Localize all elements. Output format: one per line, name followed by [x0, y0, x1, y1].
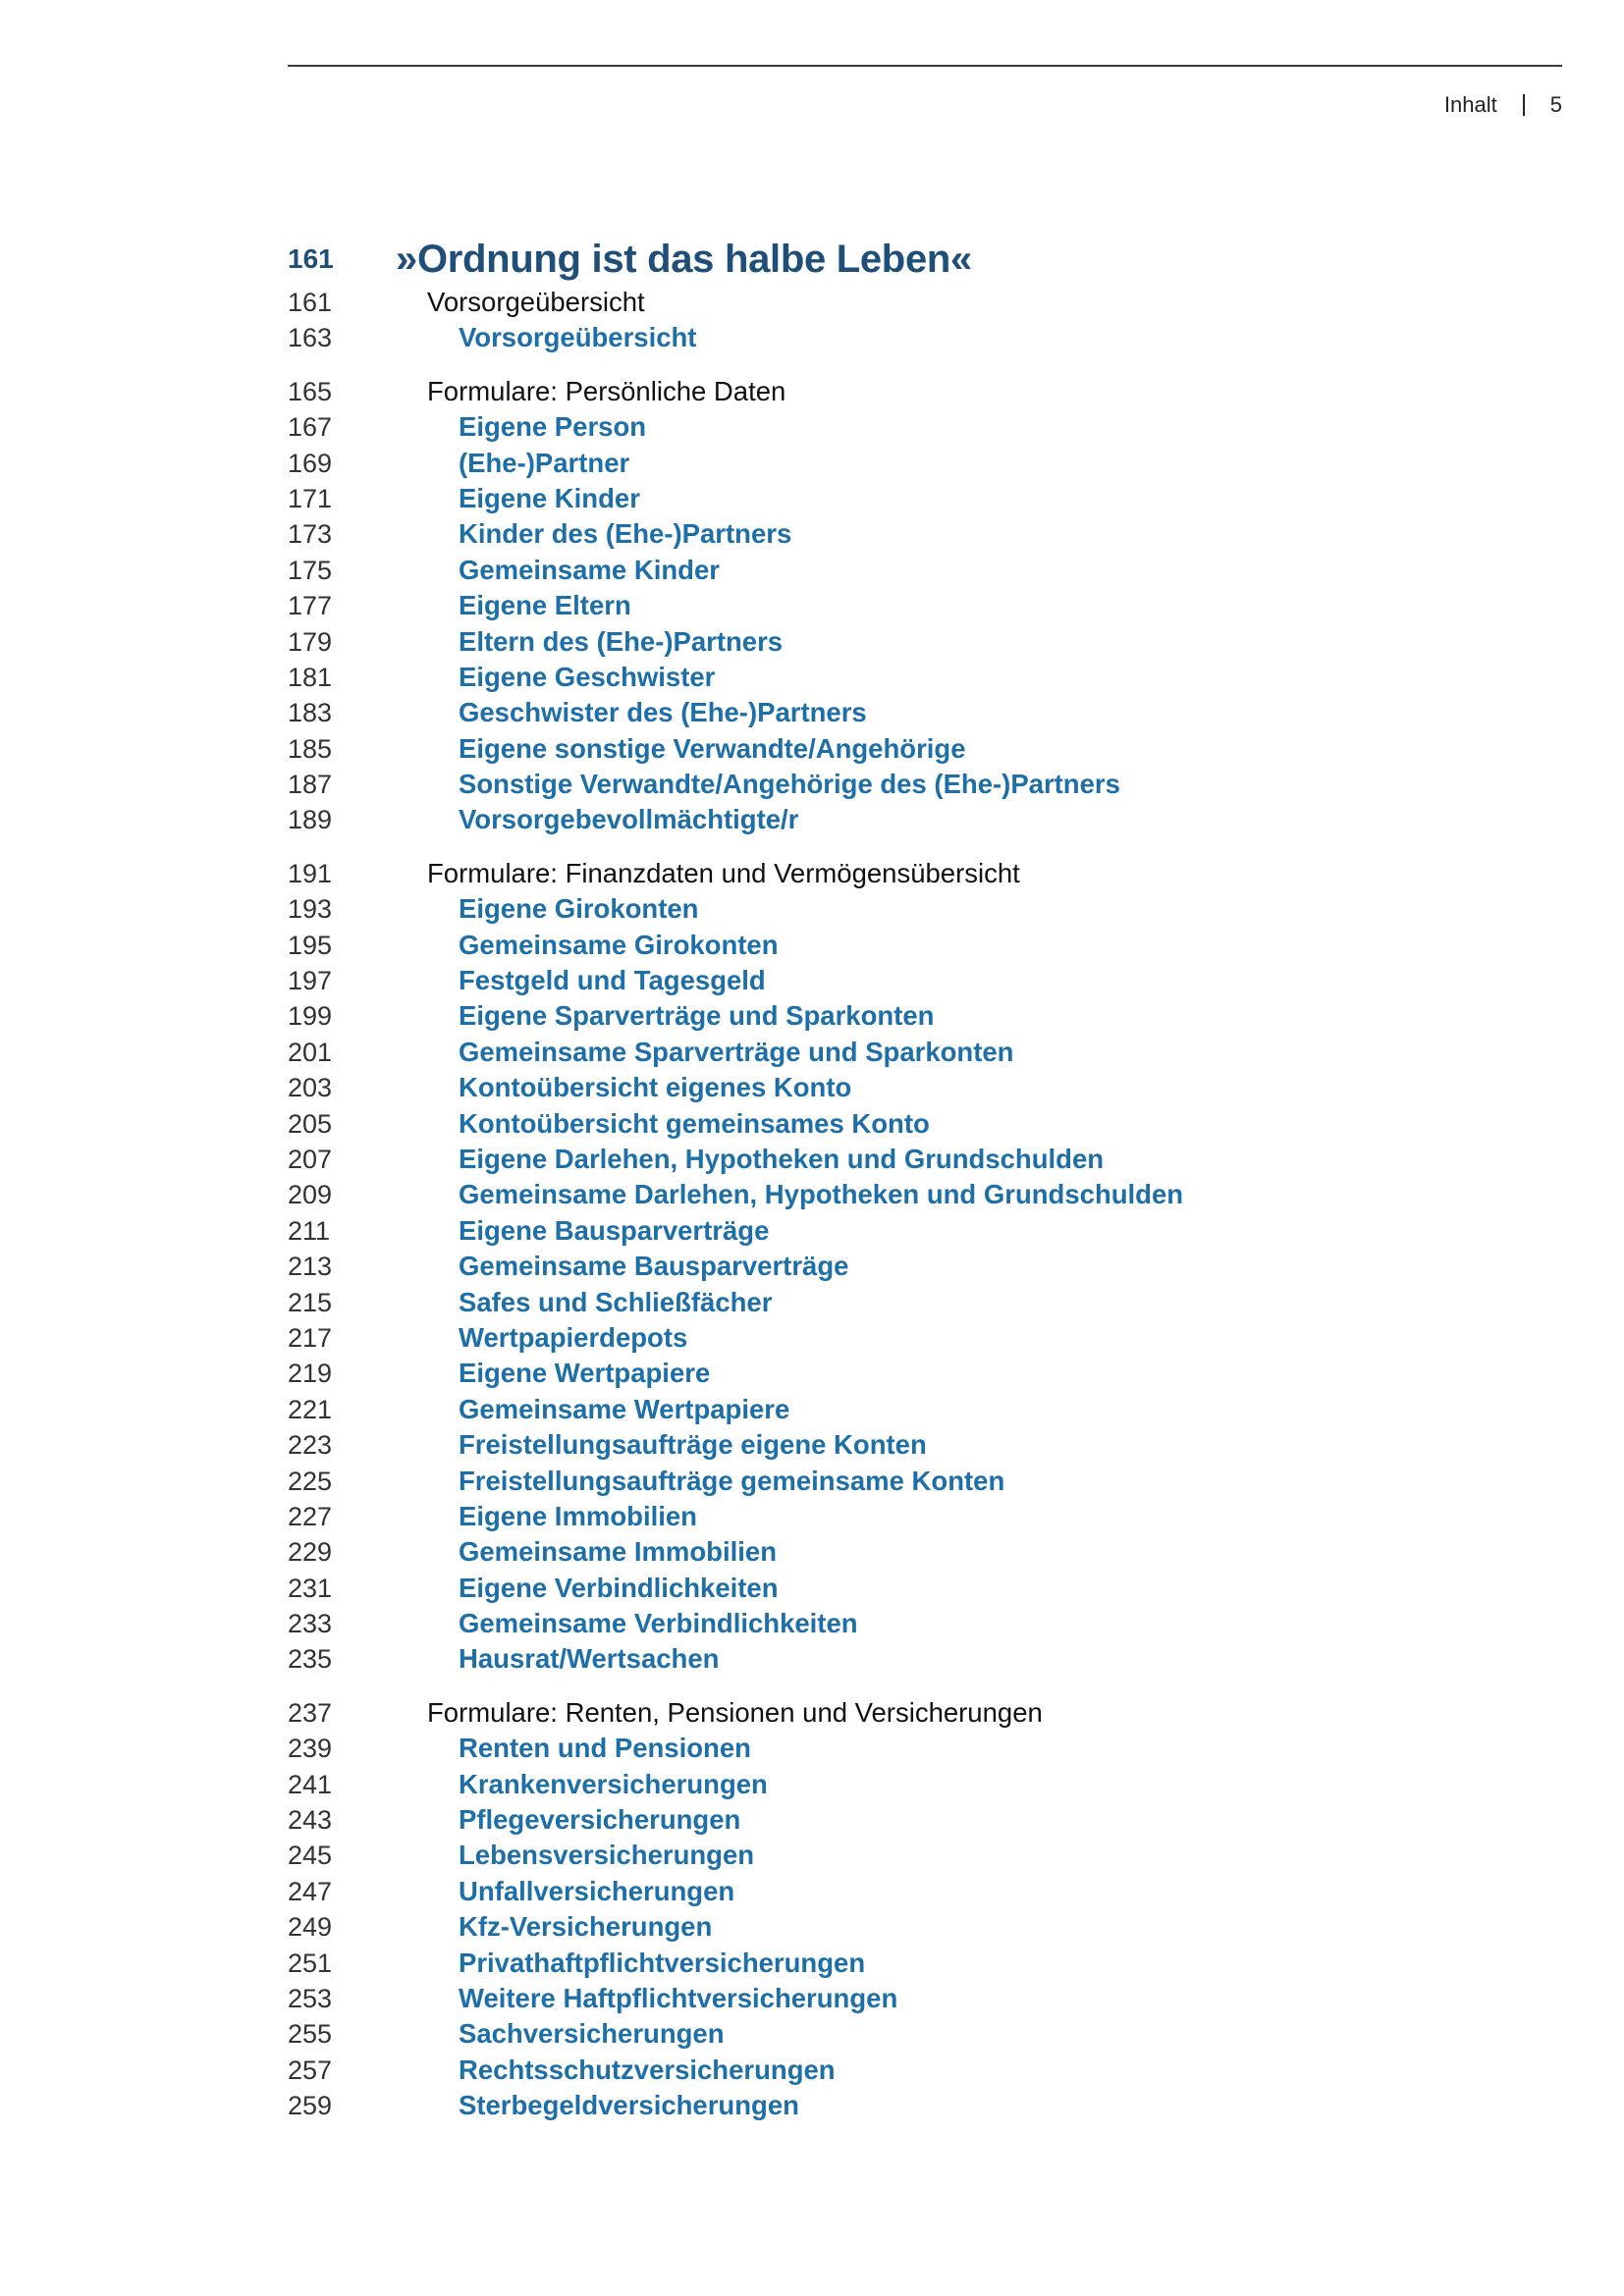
toc-entry-title: Eigene Darlehen, Hypotheken und Grundschulden	[459, 1143, 1105, 1174]
toc-entry-title: Gemeinsame Kinder	[459, 554, 720, 585]
toc-entry[interactable]	[288, 731, 1562, 767]
toc-entry-page: 221	[288, 1394, 333, 1424]
toc-entry-page: 203	[288, 1073, 333, 1103]
toc-entry-page: 253	[288, 1983, 333, 2013]
toc-entry-title: Lebensversicherungen	[459, 1840, 755, 1871]
toc-entry-title: Eigene Wertpapiere	[459, 1358, 711, 1389]
toc-section-title: Formulare: Finanzdaten und Vermögensübersicht	[427, 857, 1020, 888]
toc-entry[interactable]	[288, 802, 1562, 837]
toc-entry[interactable]	[288, 1909, 1562, 1945]
toc-entry[interactable]	[288, 1641, 1562, 1677]
toc-entry-title: Geschwister des (Ehe-)Partners	[459, 697, 867, 728]
toc-entry-page: 245	[288, 1841, 333, 1871]
toc-entry-page: 193	[288, 894, 333, 925]
toc-entry[interactable]	[288, 2053, 1562, 2088]
toc-entry-title: Vorsorgeübersicht	[459, 322, 697, 353]
toc-entry-title: Sonstige Verwandte/Angehörige des (Ehe-)Partners	[459, 769, 1120, 800]
toc-entry[interactable]	[288, 1249, 1562, 1284]
toc-entry-title: Kontoübersicht eigenes Konto	[459, 1072, 852, 1103]
toc-section-page: 237	[288, 1697, 333, 1728]
toc-entry[interactable]	[288, 1606, 1562, 1641]
toc-entry-page: 231	[288, 1573, 333, 1603]
toc-entry[interactable]	[288, 998, 1562, 1034]
toc-entry[interactable]	[288, 1427, 1562, 1463]
toc-entry[interactable]	[288, 891, 1562, 927]
toc-entry[interactable]	[288, 409, 1562, 445]
toc-entry-title: Eigene Kinder	[459, 482, 640, 513]
toc-chapter-title: »Ordnung ist das halbe Leben«	[396, 238, 972, 281]
toc-entry[interactable]	[288, 624, 1562, 660]
toc-entry-page: 195	[288, 930, 333, 960]
toc-entry-page: 215	[288, 1287, 333, 1317]
running-head-separator	[1523, 94, 1525, 116]
toc-entry-title: Eigene Person	[459, 411, 647, 443]
toc-section-page: 165	[288, 376, 333, 406]
toc-entry-title: Freistellungsaufträge gemeinsame Konten	[459, 1465, 1005, 1496]
running-head-section: Inhalt	[1443, 92, 1497, 117]
toc-entry-page: 247	[288, 1876, 333, 1906]
toc-section[interactable]	[288, 374, 1562, 409]
toc-entry-page: 257	[288, 2055, 333, 2085]
toc-entry-title: Weitere Haftpflichtversicherungen	[459, 1982, 898, 2013]
toc-entry-title: Eigene Bausparverträge	[459, 1214, 770, 1246]
toc-entry-page: 217	[288, 1322, 333, 1353]
toc-entry-page: 163	[288, 323, 333, 353]
toc-entry[interactable]	[288, 320, 1562, 355]
toc-entry-title: Eigene Sparverträge und Sparkonten	[459, 1000, 935, 1032]
toc-entry[interactable]	[288, 481, 1562, 516]
toc-entry-page: 173	[288, 519, 333, 550]
toc-entry-page: 241	[288, 1769, 333, 1799]
toc-entry-title: Gemeinsame Bausparverträge	[459, 1251, 849, 1282]
toc-entry[interactable]	[288, 1946, 1562, 1981]
toc-entry-title: Hausrat/Wertsachen	[459, 1643, 720, 1675]
toc-entry[interactable]	[288, 1534, 1562, 1570]
toc-section-page: 191	[288, 858, 333, 888]
toc-section[interactable]	[288, 856, 1562, 891]
toc-entry[interactable]	[288, 1035, 1562, 1070]
running-head	[1444, 92, 1562, 118]
toc-entry-page: 255	[288, 2019, 333, 2050]
toc-entry-title: Wertpapierdepots	[459, 1321, 688, 1353]
toc-entry-title: Privathaftpflichtversicherungen	[459, 1947, 866, 1978]
toc-entry[interactable]	[288, 695, 1562, 730]
toc-entry-page: 249	[288, 1912, 333, 1943]
toc-entry-page: 251	[288, 1948, 333, 1978]
toc-entry-page: 209	[288, 1180, 333, 1210]
toc-entry-page: 187	[288, 770, 333, 800]
toc-entry-title: Eigene Geschwister	[459, 661, 716, 692]
toc-entry[interactable]	[288, 1213, 1562, 1249]
toc-entry-page: 223	[288, 1430, 333, 1461]
toc-entry-title: Kfz-Versicherungen	[459, 1911, 713, 1943]
toc-entry[interactable]	[288, 660, 1562, 695]
toc-entry[interactable]	[288, 588, 1562, 623]
toc-entry[interactable]	[288, 1142, 1562, 1177]
toc-entry-title: Gemeinsame Girokonten	[459, 929, 779, 960]
toc-entry-title: Freistellungsaufträge eigene Konten	[459, 1429, 927, 1461]
toc-entry-page: 259	[288, 2091, 333, 2121]
toc-section-title: Vorsorgeübersicht	[427, 287, 645, 317]
toc-entry-title: Safes und Schließfächer	[459, 1286, 773, 1317]
toc-entry[interactable]	[288, 1767, 1562, 1802]
toc-entry[interactable]	[288, 1874, 1562, 1909]
toc-entry[interactable]	[288, 516, 1562, 552]
toc-entry-page: 171	[288, 483, 333, 513]
toc-entry[interactable]	[288, 1285, 1562, 1320]
toc-entry-title: Vorsorgebevollmächtigte/r	[459, 804, 799, 835]
table-of-contents	[288, 234, 1562, 2124]
toc-entry-title: Krankenversicherungen	[459, 1768, 768, 1799]
toc-entry-title: Eigene Immobilien	[459, 1500, 697, 1531]
toc-entry-page: 167	[288, 412, 333, 443]
toc-entry-title: Gemeinsame Verbindlichkeiten	[459, 1608, 858, 1639]
toc-entry-page: 189	[288, 805, 333, 835]
toc-entry-title: Gemeinsame Sparverträge und Sparkonten	[459, 1036, 1014, 1067]
toc-entry[interactable]	[288, 1106, 1562, 1142]
toc-entry[interactable]	[288, 2088, 1562, 2123]
toc-entry[interactable]	[288, 1838, 1562, 1873]
toc-entry-title: Pflegeversicherungen	[459, 1804, 741, 1836]
toc-entry-page: 205	[288, 1108, 333, 1139]
toc-entry-title: Kontoübersicht gemeinsames Konto	[459, 1107, 930, 1139]
toc-entry-title: Gemeinsame Wertpapiere	[459, 1393, 790, 1424]
toc-entry-title: Sachversicherungen	[459, 2018, 725, 2050]
toc-entry-page: 175	[288, 555, 333, 585]
toc-section[interactable]	[288, 285, 1562, 320]
toc-entry[interactable]	[288, 2016, 1562, 2052]
toc-entry-title: Eigene Eltern	[459, 590, 631, 621]
toc-entry-page: 235	[288, 1644, 333, 1675]
toc-entry[interactable]	[288, 767, 1562, 802]
toc-entry[interactable]	[288, 1981, 1562, 2016]
toc-entry-title: Eigene sonstige Verwandte/Angehörige	[459, 732, 966, 764]
toc-entry[interactable]	[288, 1070, 1562, 1105]
toc-entry-page: 233	[288, 1609, 333, 1639]
toc-entry-page: 213	[288, 1252, 333, 1282]
toc-chapter[interactable]	[288, 234, 1562, 285]
toc-entry-page: 239	[288, 1734, 333, 1764]
toc-entry-title: Rechtsschutzversicherungen	[459, 2054, 836, 2085]
toc-entry-page: 169	[288, 448, 333, 478]
toc-chapter-page: 161	[288, 243, 334, 274]
toc-entry-page: 197	[288, 966, 333, 996]
toc-entry[interactable]	[288, 1392, 1562, 1427]
toc-entry-title: (Ehe-)Partner	[459, 447, 630, 478]
toc-entry[interactable]	[288, 963, 1562, 998]
toc-section-page: 161	[288, 288, 333, 317]
toc-entry-page: 185	[288, 733, 333, 764]
toc-entry[interactable]	[288, 553, 1562, 588]
toc-entry[interactable]	[288, 1177, 1562, 1212]
toc-entry-title: Eltern des (Ehe-)Partners	[459, 625, 784, 657]
toc-entry[interactable]	[288, 1802, 1562, 1838]
toc-entry-page: 227	[288, 1501, 333, 1531]
toc-entry-page: 181	[288, 662, 333, 692]
toc-entry-page: 179	[288, 626, 333, 657]
toc-entry-page: 219	[288, 1359, 333, 1389]
toc-entry-page: 201	[288, 1037, 333, 1067]
toc-entry-title: Eigene Verbindlichkeiten	[459, 1572, 779, 1603]
header-rule	[288, 65, 1562, 67]
toc-entry-title: Festgeld und Tagesgeld	[459, 965, 766, 996]
toc-entry[interactable]	[288, 1731, 1562, 1766]
toc-entry-title: Gemeinsame Darlehen, Hypotheken und Grundschulden	[459, 1179, 1184, 1210]
toc-entry-page: 243	[288, 1805, 333, 1836]
toc-entry[interactable]	[288, 1499, 1562, 1534]
toc-entry-page: 225	[288, 1466, 333, 1496]
toc-entry-title: Kinder des (Ehe-)Partners	[459, 518, 792, 550]
toc-section[interactable]	[288, 1695, 1562, 1731]
toc-section-title: Formulare: Renten, Pensionen und Versicherungen	[427, 1696, 1043, 1728]
toc-entry-title: Renten und Pensionen	[459, 1733, 751, 1764]
toc-entry-page: 199	[288, 1001, 333, 1032]
toc-entry-page: 211	[288, 1215, 331, 1246]
page-number: 5	[1549, 92, 1562, 117]
toc-entry-page: 229	[288, 1537, 333, 1568]
toc-entry[interactable]	[288, 928, 1562, 963]
toc-entry[interactable]	[288, 1320, 1562, 1356]
toc-entry[interactable]	[288, 1571, 1562, 1606]
toc-entry-title: Gemeinsame Immobilien	[459, 1536, 777, 1568]
toc-entry[interactable]	[288, 1356, 1562, 1391]
toc-entry-page: 177	[288, 591, 333, 621]
toc-entry-page: 207	[288, 1144, 333, 1174]
toc-entry-title: Unfallversicherungen	[459, 1875, 735, 1906]
toc-section-title: Formulare: Persönliche Daten	[427, 375, 786, 406]
toc-entry[interactable]	[288, 446, 1562, 481]
toc-entry-title: Sterbegeldversicherungen	[459, 2090, 799, 2121]
toc-entry-page: 183	[288, 698, 333, 728]
toc-entry-title: Eigene Girokonten	[459, 893, 699, 925]
toc-entry[interactable]	[288, 1464, 1562, 1499]
